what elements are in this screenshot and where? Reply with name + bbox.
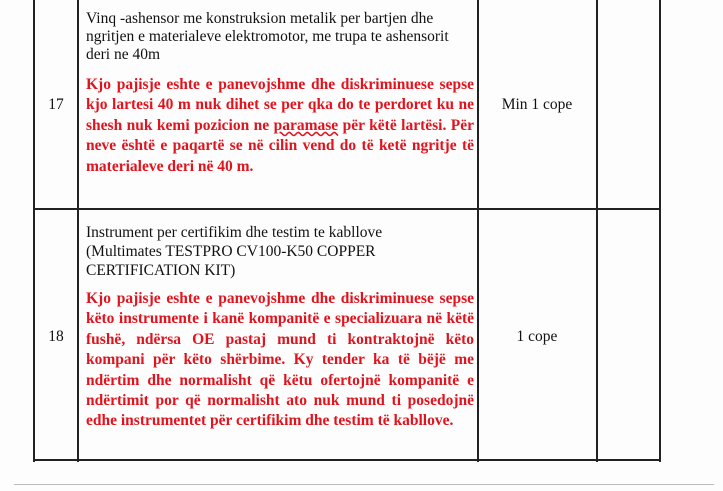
table-divider-number [77,0,79,462]
scan-edge [14,484,714,485]
row-number: 18 [48,328,64,345]
table-border-left [33,0,35,462]
table-divider-description [477,0,479,462]
table-bottom-border [33,459,661,461]
item-quantity: 1 cope [516,328,558,345]
item-description: Vinq -ashensor me konstruksion metalik per bartjen dhe ngritjen e materialeve elektromotor, me trupa te ashensorit deri ne 40m [86,10,449,63]
comment-text: Kjo pajisje eshte e panevojshme dhe diskriminuese sepse kjo lartesi 40 m nuk dihet se per qka do te perdoret ku ne shesh nuk kemi pozicion ne [86,76,474,134]
row-separator [33,208,661,210]
item-comment: Kjo pajisje eshte e panevojshme dhe diskriminuese sepse këto instrumente i kanë kompanitë e specializuara në këtë fushë, ndërsa OE pastaj mund ti kontraktojnë këto kompani për këto shërbime. Ky tender ka të bëjë me ndërtim dhe normalisht që këtu ofertojnë kompanitë e ndërtimit por që normalisht ato nuk mund ti posedojnë edhe instrumentet për certifikim dhe testim të kabllove. [86,290,474,430]
comment-underlined-word: paramase [273,116,339,134]
row-number: 17 [48,96,64,113]
item-description: Instrument per certifikim dhe testim te kabllove (Multimates TESTPRO CV100-K50 COPPER CERTIFICATION KIT) [86,224,383,279]
item-quantity: Min 1 cope [501,96,573,113]
item-comment [86,75,474,177]
table-border-right [659,0,661,462]
comment-text: për këtë lartësi. Për neve është e paqartë se në cilin vend do të ketë ngritje të materialeve deri në 40 m. [86,116,474,175]
table-divider-quantity [596,0,598,462]
